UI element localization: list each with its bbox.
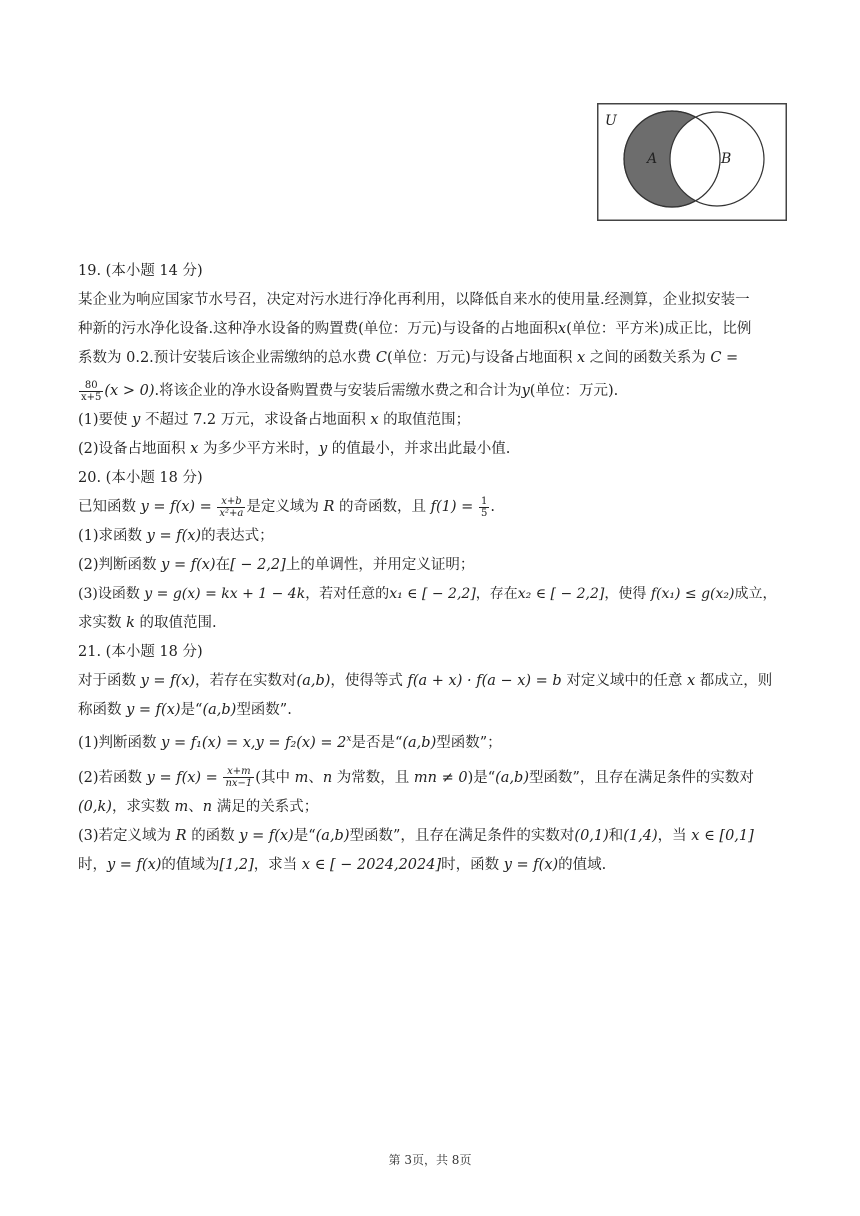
q20-part-1: (1)求函数 y = f(x)的表达式； <box>78 528 274 544</box>
q19-line-2: 种新的污水净化设备.这种净水设备的购置费(单位：万元)与设备的占地面积x(单位：平方米)成正比，比例 <box>78 321 752 337</box>
q21-part-3-cont: 时，y = f(x)的值域为[1,2]，求当 x ∈ [ − 2024,2024]时，函数 y = f(x)的值域. <box>78 856 607 873</box>
q19-part-1: (1)要使 y 不超过 7.2 万元，求设备占地面积 x 的取值范围； <box>78 412 471 428</box>
q21-part-2-cont: (0,k)，求实数 m、n 满足的关系式； <box>78 798 319 815</box>
set-a-label: A <box>647 151 658 167</box>
fx-fraction: $\frac{x+b}{\text{x²+a}}$ <box>219 495 244 519</box>
questions <box>78 257 783 880</box>
q20-intro: 已知函数 y = f(x) = $\frac{x+b}{\text{x²+a}}$ 是定义域为 R 的奇函数，且 f(1) = $\frac{1}{5}$ . <box>78 495 495 519</box>
water-fee-fraction: $\frac{80}{x+5}$ <box>81 379 102 403</box>
q19-part-2: (2)设备占地面积 x 为多少平方米时，y 的值最小，并求出此最小值. <box>78 441 511 457</box>
question-20-header: 20. (本小题 18 分) <box>78 470 203 486</box>
q21-part-2: (2)若函数 y = f(x) = $\frac{x+m}{nx-1}$ (其中 m、n 为常数，且 mn ≠ 0)是“(a,b)型函数”，且存在满足条件的实数对 <box>78 766 754 790</box>
set-b-label: B <box>721 151 732 167</box>
q19-line-4: $\frac{80}{x+5}$ (x > 0).将该企业的净水设备购置费与安装后需缴水费之和合计为y(单位：万元). <box>81 379 619 403</box>
q20-part-3: (3)设函数 y = g(x) = kx + 1 − 4k，若对任意的x₁ ∈ [ − 2,2]，存在x₂ ∈ [ − 2,2]，使得 f(x₁) ≤ g(x₂)成立， <box>78 586 777 602</box>
q19-line-3: 系数为 0.2.预计安装后该企业需缴纳的总水费 C(单位：万元)与设备占地面积 x 之间的函数关系为 C = <box>78 350 739 366</box>
venn-diagram <box>597 103 787 221</box>
q21-intro-2: 称函数 y = f(x)是“(a,b)型函数”. <box>78 702 292 718</box>
universe-label: U <box>605 113 617 129</box>
q20-part-3-cont: 求实数 k 的取值范围. <box>78 615 217 631</box>
part2-fraction: $\frac{x+m}{nx-1}$ <box>225 766 253 790</box>
q21-part-3: (3)若定义域为 R 的函数 y = f(x)是“(a,b)型函数”，且存在满足条件的实数对(0,1)和(1,4)，当 x ∈ [0,1] <box>78 827 754 844</box>
page-footer: 第 3页，共 8页 <box>388 1153 472 1167</box>
q19-line-1: 某企业为响应国家节水号召，决定对污水进行净化再利用，以降低自来水的使用量.经测算，企业拟安装一 <box>78 292 750 308</box>
q21-intro-1: 对于函数 y = f(x)，若存在实数对(a,b)，使得等式 f(a + x) · f(a − x) = b 对定义域中的任意 x 都成立，则 <box>78 673 773 689</box>
question-19-header: 19. (本小题 14 分) <box>78 263 203 279</box>
q21-part-1: (1)判断函数 $y = f_1(x) = x,y = f_2(x) = 2^x$是否是“(a,b)型函数”； <box>78 734 502 751</box>
f1-fraction: $\frac{1}{5}$ <box>480 495 488 519</box>
q20-part-2: (2)判断函数 y = f(x)在[ − 2,2]上的单调性，并用定义证明； <box>78 557 475 573</box>
question-21-header: 21. (本小题 18 分) <box>78 644 203 660</box>
